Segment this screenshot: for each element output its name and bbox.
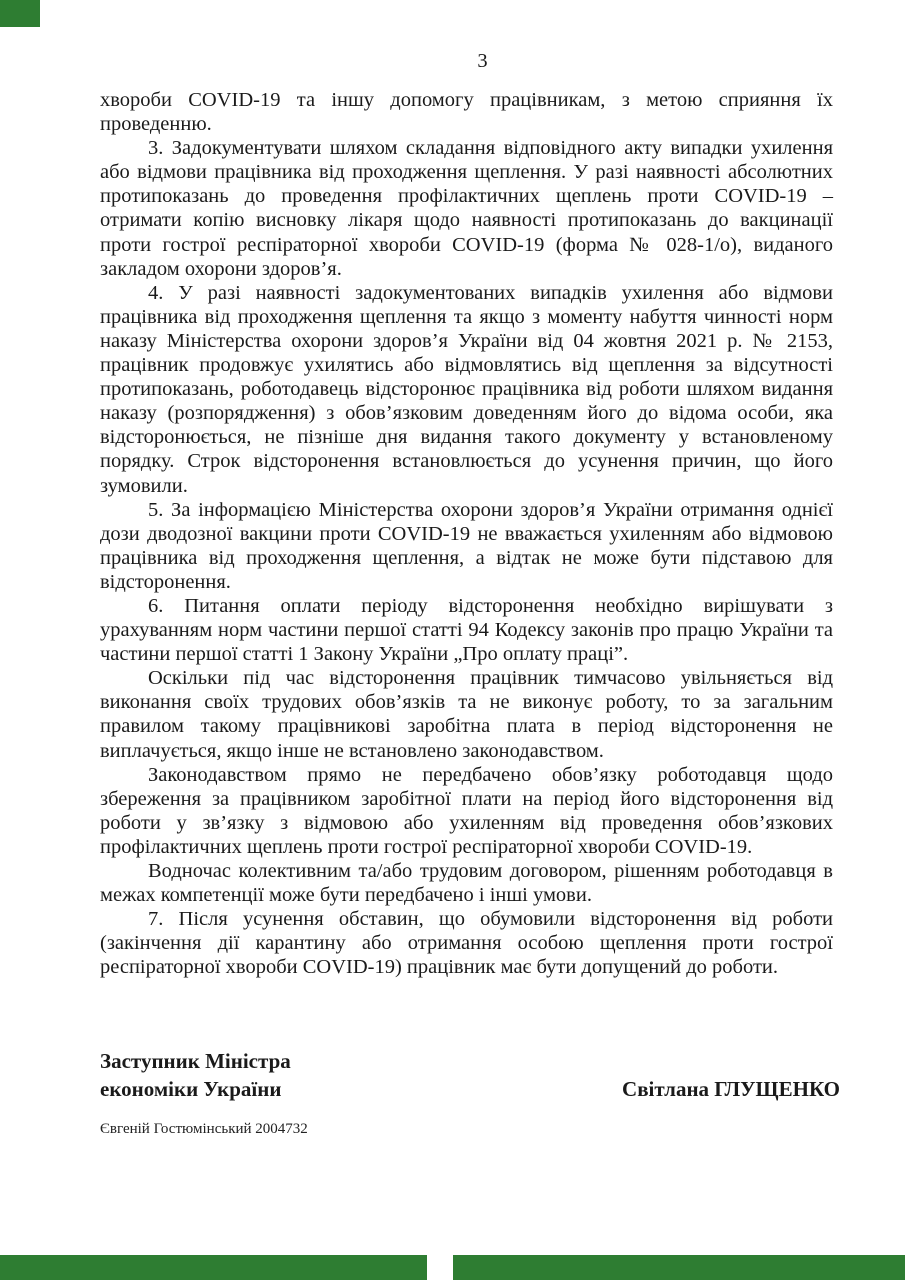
signature-block: [100, 1047, 840, 1103]
paragraph-vodnochas: Водночас колективним та/або трудовим договором, рішенням роботодавця в межах компетенції може бути передбачено і інші умови.: [100, 860, 833, 907]
green-bottom-bar-left: [0, 1255, 427, 1280]
paragraph-item-6: 6. Питання оплати періоду відсторонення необхідно вирішувати з урахуванням норм частини першої статті 94 Кодексу законів про працю України та частини першої статті 1 Закону України „Про оплату праці”.: [100, 594, 833, 666]
green-bottom-bar-right: [453, 1255, 905, 1280]
signer-title-line2: економіки України: [100, 1077, 282, 1102]
paragraph-oskilky: Оскільки під час відсторонення працівник тимчасово увільняється від виконання своїх трудових обов’язків та не виконує роботу, то за загальним правилом такому працівникові заробітна плата в період відсторонення не виплачується, якщо інше не встановлено законодавством.: [100, 667, 833, 762]
paragraph-item-5: 5. За інформацією Міністерства охорони здоров’я України отримання однієї дози дводозної вакцини проти COVID-19 не вважається ухиленням або відмовою працівника від проходження щеплення, а відтак не може бути підставою для відсторонення.: [100, 498, 833, 593]
paragraph-continuation: хвороби COVID-19 та іншу допомогу працівникам, з метою сприяння їх проведенню.: [100, 89, 833, 136]
signer-title-line1: Заступник Міністра: [100, 1049, 291, 1074]
paragraph-item-7: 7. Після усунення обставин, що обумовили відсторонення від роботи (закінчення дії карантину або отримання особою щеплення проти гострої респіраторної хвороби COVID-19) працівник має бути допущений до роботи.: [100, 908, 833, 979]
signer-title: [100, 1047, 291, 1103]
page-number: 3: [477, 50, 488, 72]
signer-name: Світлана ГЛУЩЕНКО: [622, 1077, 840, 1102]
paragraph-zakonodavstvom: Законодавством прямо не передбачено обов’язку роботодавця щодо збереження за працівником заробітної плати на період його відсторонення від роботи у зв’язку з відмовою або ухиленням від проведення обов’язкових профілактичних щеплень проти гострої респіраторної хвороби COVID-19.: [100, 763, 833, 858]
paragraph-item-4: 4. У разі наявності задокументованих випадків ухилення або відмови працівника від проходження щеплення та якщо з моменту набуття чинності норм наказу Міністерства охорони здоров’я України від 04 жовтня 2021 р. № 2153, працівник продовжує ухилятись або відмовлятись від щеплення за відсутності протипоказань, роботодавець відсторонює працівника від роботи шляхом видання наказу (розпорядження) з обов’язковим доведенням його до відома особи, яка відсторонюється, не пізніше дня видання такого документу у встановленому порядку. Строк відсторонення встановлюється до усунення причин, що його зумовили.: [100, 281, 833, 497]
green-corner-marker: [0, 0, 40, 27]
document-body: [100, 88, 833, 979]
executor-note: Євгеній Гостюмінський 2004732: [100, 1121, 308, 1138]
paragraph-item-3: 3. Задокументувати шляхом складання відповідного акту випадки ухилення або відмови працівника від проходження щеплення. У разі наявності абсолютних протипоказань до проведення профілактичних щеплень проти COVID-19 – отримати копію висновку лікаря щодо наявності протипоказань до вакцинації проти гострої респіраторної хвороби COVID-19 (форма № 028-1/о), виданого закладом охорони здоров’я.: [100, 137, 833, 280]
